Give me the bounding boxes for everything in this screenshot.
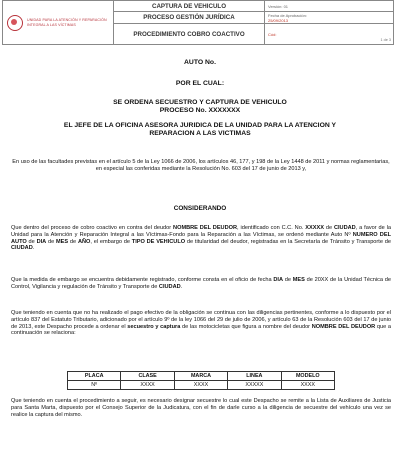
logo-cell (3, 1, 114, 45)
cell-marca: XXXX (174, 381, 227, 390)
code-label: Cód: (268, 31, 277, 37)
table-row (68, 381, 335, 390)
facultades-paragraph: En uso de las facultades previstas en el artículo 5 de la Ley 1066 de 2006, los artículos 46, 177, y 198 de la Ley 1448 de 2011 y normas reglamentarias, en especial las conferidas mediante la Resolución No. 603 del 17 de junio de 2013 y, (12, 159, 390, 172)
paragraph-3 (11, 310, 391, 337)
document-header (2, 0, 394, 45)
logo-text: UNIDAD PARA LA ATENCIÓN Y REPARACIÓN INTEGRAL A LAS VÍCTIMAS (27, 18, 107, 27)
approval-cell (265, 12, 394, 24)
auto-number: AUTO No. (184, 59, 216, 66)
col-placa: PLACA (68, 372, 121, 381)
p1-text: de (68, 238, 78, 245)
version-label: Versión: 01 (265, 1, 394, 12)
table-header-row (68, 372, 335, 381)
code-cell (265, 24, 394, 45)
col-clase: CLASE (121, 372, 174, 381)
header-title-2: PROCESO GESTIÓN JURÍDICA (114, 12, 265, 24)
p2-dia: DIA (273, 277, 284, 283)
p1-text: , identificado con C.C. No. (237, 225, 306, 231)
ordena-line-2: PROCESO No. XXXXXXX (159, 106, 241, 114)
p2-ciudad: CIUDAD (158, 283, 181, 290)
col-modelo: MODELO (281, 372, 334, 381)
p1-tipo-vehiculo: TIPO DE VEHICULO (131, 238, 186, 245)
jefe-heading (0, 122, 400, 137)
p3-secuestro: secuestro y captura (127, 323, 181, 330)
p1-dia: DIA (36, 238, 47, 245)
page-number: 1 de 3 (380, 38, 391, 42)
p1-text: , el embargo de (90, 238, 132, 245)
p2-mes: MES (292, 277, 305, 283)
ordena-line-1: SE ORDENA SECUESTRO Y CAPTURA DE VEHICULO (113, 99, 287, 106)
p1-text: de (46, 238, 57, 245)
header-title-3: PROCEDIMIENTO COBRO COACTIVO (114, 24, 265, 45)
cell-placa: Nº (68, 381, 121, 390)
jefe-line-1: EL JEFE DE LA OFICINA ASESORA JURIDICA DE LA UNIDAD PARA LA ATENCION Y (63, 122, 337, 129)
p1-mes: MES (56, 238, 69, 245)
p1-text: de (323, 225, 334, 231)
jefe-line-2: REPARACION A LAS VICTIMAS (149, 129, 251, 137)
por-el-cual: POR EL CUAL: (175, 80, 225, 87)
p2-text: Que la medida de embargo se encuentra debidamente registrado, conforme consta en el oficio de fecha (11, 277, 274, 283)
p1-deudor: NOMBRE DEL DEUDOR (173, 225, 238, 231)
considerando-heading: CONSIDERANDO (173, 205, 227, 212)
paragraph-1 (11, 225, 391, 252)
p1-ciudad: CIUDAD (333, 225, 356, 231)
paragraph-4: Que teniendo en cuenta el procedimiento a seguir, es necesario designar secuestre lo cual este Despacho se remite a la Lista de Auxiliares de Justicia para Santa Marta, dispuesto por el Consejo Superior de la Judicatura, con el fin de darle curso a la diligencia de secuestre del vehículo una vez se realice la captura del mismo. (11, 398, 391, 418)
p3-text: que a continuación se relaciona: (11, 323, 391, 337)
p1-text: de (26, 238, 37, 245)
p2-text: de 20XX de la Unidad Técnica de Control, Vigilancia y regulación de Tránsito y Transporte de (11, 277, 391, 290)
approval-date: 25/09/2013 (268, 17, 289, 23)
p1-ano: AÑO (77, 238, 91, 245)
institution-seal-icon (7, 15, 23, 31)
p2-text: . (180, 283, 183, 290)
header-title-1: CAPTURA DE VEHICULO (114, 1, 265, 12)
col-marca: MARCA (174, 372, 227, 381)
p1-text: de titularidad del deudor, registradas en la Secretaría de Tránsito y Transporte de (185, 238, 391, 245)
approval-label: Fecha de Aprobación: (268, 12, 307, 18)
cell-linea: XXXXX (228, 381, 281, 390)
p1-text: . (32, 245, 35, 252)
p2-text: de (283, 277, 293, 283)
p1-ciudad-transito: CIUDAD (11, 245, 33, 252)
col-linea: LINEA (228, 372, 281, 381)
p1-cc: XXXXX (305, 225, 324, 231)
p3-text: de las motocicletas que figura a nombre del deudor (180, 323, 312, 330)
cell-clase: XXXX (121, 381, 174, 390)
p3-text: Que teniendo en cuenta que no ha realizado el pago efectivo de la obligación se continua con las diligencias pertinentes, conforme a lo dispuesto por el artículo 837 del Estatuto Tributario, adicionado por el artículo 9º de la ley 1066 del 29 de julio de 2006, y artículo 63 de la Resolución 603 del 17 de junio de 2013, este Despacho procede a ordenar el (11, 310, 391, 330)
p1-text: Que dentro del proceso de cobro coactivo en contra del deudor (11, 225, 174, 231)
cell-modelo: XXXX (281, 381, 334, 390)
vehicle-table (67, 371, 335, 390)
paragraph-2 (11, 277, 391, 291)
p1-auto: NUMERO DEL AUTO (11, 231, 391, 245)
ordena-heading (0, 99, 400, 114)
p1-text: , a favor de la Unidad para la Atención y Reparación Integral a las Víctimas-Fondo para la Reparación a las Víctimas, se ordenó mediante Auto Nº (11, 225, 391, 238)
p3-deudor: NOMBRE DEL DEUDOR (311, 323, 376, 330)
